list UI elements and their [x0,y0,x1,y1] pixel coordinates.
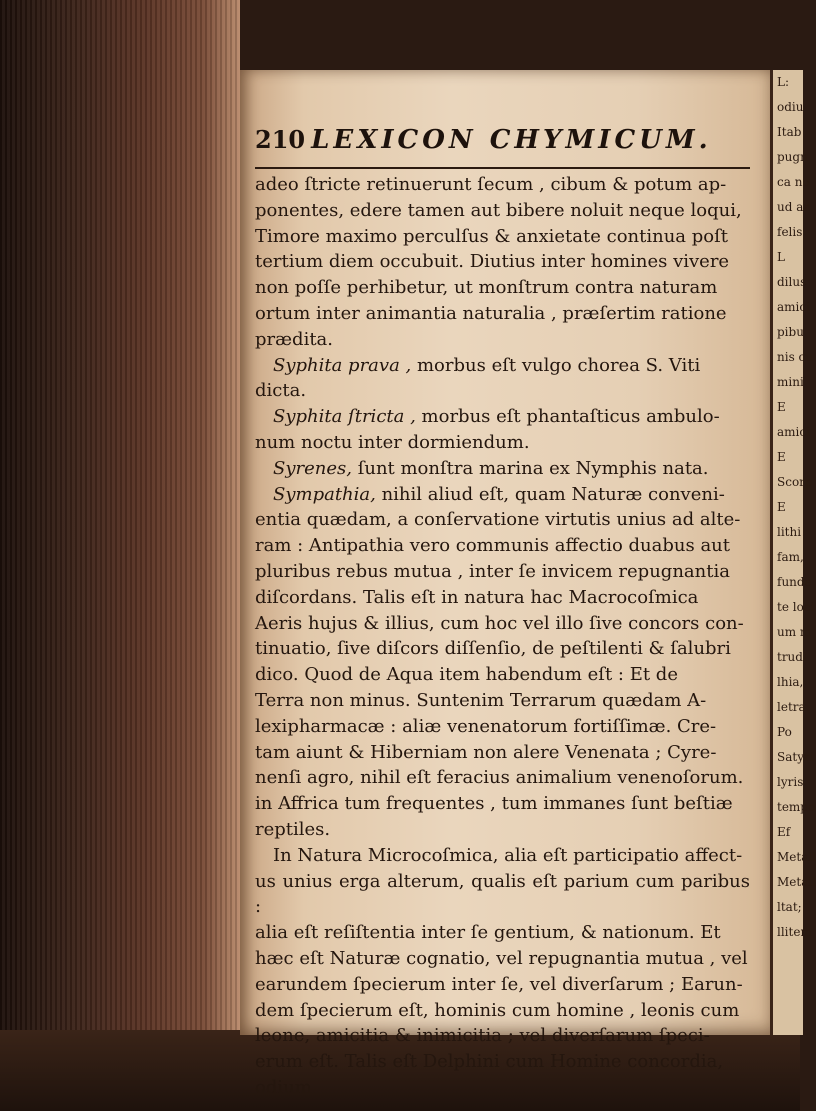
entry-term: Syrenes, [273,457,352,479]
right-page-fragment: nis cu [777,350,813,364]
right-page-fragment: ud ar [777,200,810,214]
right-page-fragment: amici [777,425,810,439]
text-line: Syrenes, ſunt monſtra marina ex Nymphis nata. [273,457,709,479]
text-line: Syphita ſtricta , morbus eſt phantaſticus ambulo- [273,406,720,428]
text-line: ortum inter animantia naturalia , præſertim ratione [255,302,727,324]
right-page-fragment: trudi [777,650,807,664]
entry-term: Sympathia, [273,483,376,505]
right-page-fragment: odiu [777,100,804,114]
text-line: dico. Quod de Aqua item habendum eſt : Et de [255,664,678,686]
text-line: Timore maximo perculſus & anxietate continua poſt [255,225,729,247]
text-line: leone, amicitia & inimicitia ; vel diverſarum ſpeci- [255,1025,710,1047]
right-page-fragment: ltat; [777,900,802,914]
book-spine [0,0,240,1111]
page-header [255,125,750,169]
right-page-fragment: Metall [777,875,816,889]
text-line: nenſi agro, nihil eſt feracius animalium venenoſorum. [255,767,744,789]
right-page-fragment: lhia, [777,675,804,689]
right-page-fragment: Itab [777,125,802,139]
text-line: Terra non minus. Suntenim Terrarum quædam A- [255,689,707,711]
text-line: ram : Antipathia vero communis affectio duabus aut [255,535,731,557]
right-page-fragment: letra. [777,700,810,714]
text-line: tam aiunt & Hiberniam non alere Venenata ; Cyre- [255,741,717,763]
right-page-fragment: ca no [777,175,810,189]
text-line: reptiles. [255,818,331,840]
text-line: us unius erga alterum, qualis eſt parium cum paribus : [255,870,750,918]
text-line: Sympathia, nihil aliud eſt, quam Naturæ conveni- [273,483,725,505]
right-page-fragment: E [777,400,786,414]
running-title: LEXICON CHYMICUM. [311,125,712,155]
catchword: odium [255,1076,312,1098]
right-page-fragment: L [777,250,785,264]
right-page-fragment: mini [777,375,804,389]
right-page-fragment: Metall [777,850,816,864]
right-page-fragment: lyris [777,775,804,789]
right-page-fragment: funde [777,575,812,589]
text-line: Syphita prava , morbus eſt vulgo chorea S. Viti [273,354,701,376]
text-line: erum eſt. Talis eſt Delphini cum Homine concordia, [255,1051,724,1073]
right-page-fragment: E [777,500,786,514]
text-line: prædita. [255,328,334,350]
text-line: pluribus rebus mutua , inter ſe invicem repugnantia [255,560,730,582]
text-line: adeo ſtricte retinuerunt ſecum , cibum & potum ap- [255,174,727,195]
text-line: Aeris hujus & illius, cum hoc vel illo ſive concors con- [255,612,744,634]
right-page-fragment: lithi [777,525,802,539]
body-text [255,172,750,1101]
right-page-fragment: Po [777,725,792,739]
text-line: in Affrica tum frequentes , tum immanes ſunt beſtiæ [255,793,733,815]
text-line: lexipharmacæ : aliæ venenatorum fortiſſimæ. Cre- [255,715,717,737]
right-page-fragment: tempo [777,800,816,814]
text-line: hæc eſt Naturæ cognatio, vel repugnantia mutua , vel [255,947,748,969]
entry-term: Syphita ſtricta , [273,406,416,428]
right-page-fragment: llitem [777,925,812,939]
text-line: non poſſe perhibetur, ut monſtrum contra naturam [255,277,718,299]
right-page-fragment: L: [777,75,790,89]
right-page-edge [770,70,816,1035]
text-line: alia eſt reſiſtentia inter ſe gentium, & nationum. Et [255,922,721,944]
text-line: dicta. [255,380,307,402]
right-page-fragment: um m [777,625,812,639]
text-line: entia quædam, a conſervatione virtutis unius ad alte- [255,509,741,531]
text-line: diſcordans. Talis eſt in natura hac Macrocoſmica [255,586,699,608]
right-page-fragment: te loci [777,600,815,614]
right-page-fragment: felis [777,225,803,239]
right-page-fragment: Scorp [777,475,813,489]
right-page-fragment: Ef [777,825,791,839]
text-line: ponentes, edere tamen aut bibere noluit neque loqui, [255,199,742,221]
right-page-fragment: Satyri [777,750,814,764]
entry-term: Syphita prava , [273,354,412,376]
text-line: tinuatio, ſive diſcors diſſenſio, de peſtilenti & ſalubri [255,638,731,660]
text-line: num noctu inter dormiendum. [255,431,530,453]
right-page-fragment: E [777,450,786,464]
right-page-fragment: pugn [777,150,808,164]
text-line: earundem ſpecierum inter ſe, vel diverſarum ; Earun- [255,973,743,995]
text-line: In Natura Microcoſmica, alia eſt participatio affect- [273,844,743,866]
right-page-fragment: amici [777,300,810,314]
page-number: 210 [255,125,306,154]
right-page-fragment: fam, [777,550,804,564]
right-page-fragment: pibu [777,325,804,339]
text-line: dem ſpecierum eſt, hominis cum homine , leonis cum [255,999,740,1021]
right-page-fragment: dilus [777,275,807,289]
text-line: tertium diem occubuit. Diutius inter homines vivere [255,251,730,273]
